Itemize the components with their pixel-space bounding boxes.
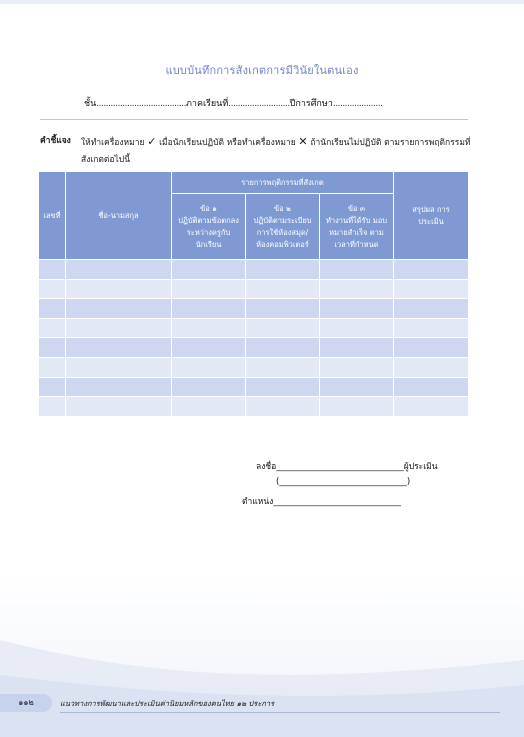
signature-line xyxy=(256,459,438,473)
behavior-2-desc: ปฏิบัติตามระเบียบ การใช้ห้องสมุด/ ห้องคอมพิวเตอร์ xyxy=(253,215,312,249)
header-behaviors: รายการพฤติกรรมที่สังเกต xyxy=(172,172,394,194)
header-behavior-2 xyxy=(246,194,320,260)
term-blank: .......................... xyxy=(228,99,290,109)
table-cell[interactable] xyxy=(246,377,320,397)
table-cell[interactable] xyxy=(39,338,66,358)
name-line: (______________________________) xyxy=(276,477,411,487)
table-cell[interactable] xyxy=(320,377,394,397)
footer-rule xyxy=(60,712,500,713)
table-cell[interactable] xyxy=(394,299,469,319)
table-cell[interactable] xyxy=(394,279,469,299)
table-cell[interactable] xyxy=(66,279,172,299)
table-cell[interactable] xyxy=(320,279,394,299)
table-cell[interactable] xyxy=(172,338,246,358)
table-cell[interactable] xyxy=(394,377,469,397)
table-cell[interactable] xyxy=(246,318,320,338)
position-label: ตำแหน่ง xyxy=(242,497,274,507)
table-cell[interactable] xyxy=(394,397,469,417)
evaluator-label: ผู้ประเมิน xyxy=(403,462,438,472)
table-cell[interactable] xyxy=(172,279,246,299)
check-icon: ✓ xyxy=(147,135,157,148)
instruction-text-3: ถ้านักเรียนไม่ปฏิบัติ ตามรายการพฤติกรรมที่สังเกตต่อไปนี้ xyxy=(81,138,471,165)
table-cell[interactable] xyxy=(246,260,320,280)
table-cell[interactable] xyxy=(172,260,246,280)
table-row xyxy=(39,377,469,397)
table-cell[interactable] xyxy=(172,377,246,397)
table-cell[interactable] xyxy=(66,318,172,338)
footer-text: แนวทางการพัฒนาและประเมินค่านิยมหลักของคนไทย ๑๒ ประการ xyxy=(60,699,275,708)
behavior-1-title: ข้อ ๑ xyxy=(200,203,217,213)
table-cell[interactable] xyxy=(39,299,66,319)
grade-label: ชั้น xyxy=(84,99,97,109)
table-cell[interactable] xyxy=(66,397,172,417)
top-rule xyxy=(0,0,524,4)
table-cell[interactable] xyxy=(39,318,66,338)
table-cell[interactable] xyxy=(66,338,172,358)
table-cell[interactable] xyxy=(172,318,246,338)
table-cell[interactable] xyxy=(39,357,66,377)
table-cell[interactable] xyxy=(39,377,66,397)
table-cell[interactable] xyxy=(39,279,66,299)
table-cell[interactable] xyxy=(394,357,469,377)
table-row xyxy=(39,397,469,417)
term-label: ภาคเรียนที่ xyxy=(185,99,229,109)
table-cell[interactable] xyxy=(320,397,394,417)
table-cell[interactable] xyxy=(39,260,66,280)
page-number: ๑๑๒ xyxy=(0,694,52,712)
observation-table xyxy=(38,171,469,417)
table-body xyxy=(39,260,469,417)
behavior-3-title: ข้อ ๓ xyxy=(347,203,366,213)
position-line xyxy=(242,494,401,508)
table-cell[interactable] xyxy=(66,260,172,280)
header-behavior-1 xyxy=(172,194,246,260)
sign-blank: ______________________________ xyxy=(276,462,404,472)
header-summary: สรุปผล การประเมิน xyxy=(394,172,469,260)
info-line xyxy=(84,96,382,110)
table-cell[interactable] xyxy=(246,299,320,319)
table-cell[interactable] xyxy=(172,397,246,417)
table-cell[interactable] xyxy=(172,299,246,319)
decorative-wave xyxy=(0,600,524,737)
table-row xyxy=(39,338,469,358)
table-cell[interactable] xyxy=(394,338,469,358)
behavior-1-desc: ปฏิบัติตามข้อตกลง ระหว่างครูกับนักเรียน xyxy=(178,215,239,249)
table-cell[interactable] xyxy=(320,299,394,319)
header-number: เลขที่ xyxy=(39,172,66,260)
grade-blank: ...................................... xyxy=(96,99,186,109)
table-cell[interactable] xyxy=(66,377,172,397)
table-cell[interactable] xyxy=(66,299,172,319)
section-divider xyxy=(40,119,468,120)
table-cell[interactable] xyxy=(66,357,172,377)
header-name: ชื่อ-นามสกุล xyxy=(66,172,172,260)
table-row xyxy=(39,318,469,338)
table-cell[interactable] xyxy=(246,357,320,377)
page-title: แบบบันทึกการสังเกตการมีวินัยในตนเอง xyxy=(165,64,359,77)
year-label: ปีการศึกษา xyxy=(289,99,333,109)
table-cell[interactable] xyxy=(394,318,469,338)
table-cell[interactable] xyxy=(246,279,320,299)
sign-label: ลงชื่อ xyxy=(256,462,277,472)
instruction-label: คำชี้แจง xyxy=(40,136,71,146)
header-behavior-3 xyxy=(320,194,394,260)
position-blank: ______________________________ xyxy=(273,497,401,507)
behavior-2-title: ข้อ ๒ xyxy=(274,203,291,213)
table-cell[interactable] xyxy=(320,338,394,358)
instruction-block xyxy=(40,133,472,169)
table-row xyxy=(39,299,469,319)
table-row xyxy=(39,357,469,377)
table-cell[interactable] xyxy=(394,260,469,280)
table-row xyxy=(39,260,469,280)
year-blank: ..................... xyxy=(332,99,383,109)
table-cell[interactable] xyxy=(172,357,246,377)
table-cell[interactable] xyxy=(320,357,394,377)
instruction-text-1: ให้ทำเครื่องหมาย xyxy=(81,138,145,148)
table-cell[interactable] xyxy=(246,397,320,417)
table-cell[interactable] xyxy=(320,318,394,338)
behavior-3-desc: ทำงานที่ได้รับ มอบหมายสำเร็จ ตามเวลาที่กำหนด xyxy=(325,215,388,249)
cross-icon: ✕ xyxy=(298,135,308,148)
table-cell[interactable] xyxy=(320,260,394,280)
table-row xyxy=(39,279,469,299)
table-cell[interactable] xyxy=(39,397,66,417)
instruction-text-2: เมื่อนักเรียนปฏิบัติ หรือทำเครื่องหมาย xyxy=(159,138,296,148)
table-cell[interactable] xyxy=(246,338,320,358)
